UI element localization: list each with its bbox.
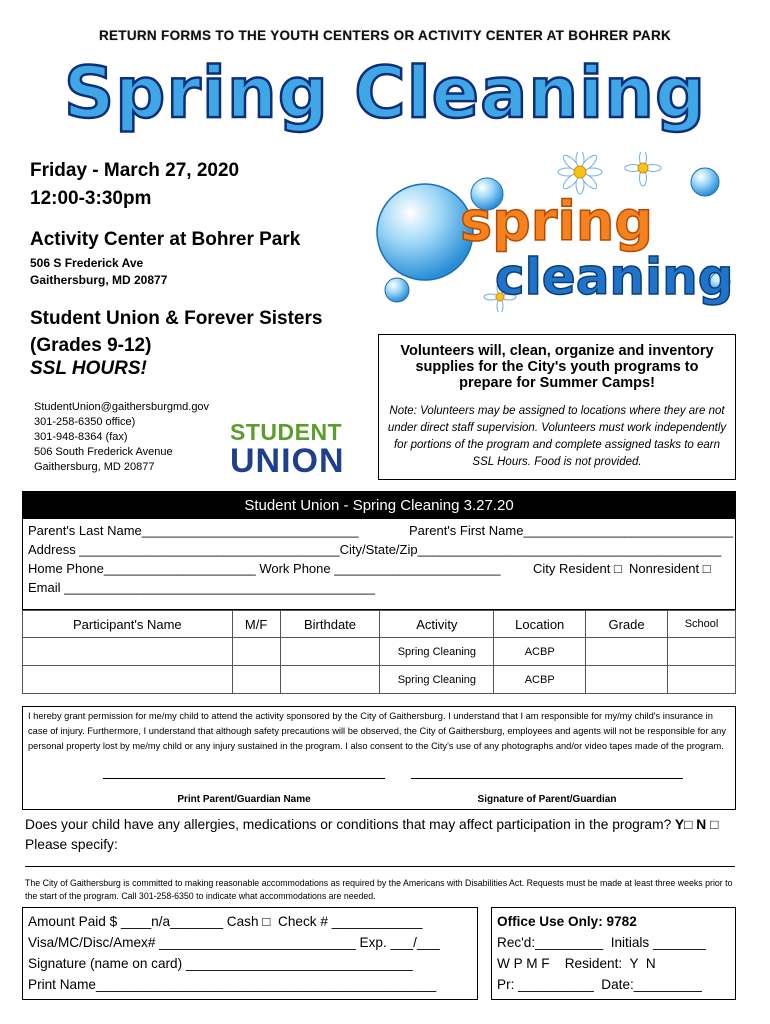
registration-form <box>22 491 736 610</box>
form-header: Student Union - Spring Cleaning 3.27.20 <box>23 492 735 519</box>
bubble-icon <box>691 168 719 196</box>
ssl-hours: SSL HOURS! <box>30 358 147 379</box>
location-cell: ACBP <box>494 666 586 694</box>
student-union-logo-top: STUDENT <box>230 419 343 445</box>
birthdate-cell[interactable] <box>280 666 380 694</box>
bubble-icon <box>385 278 409 302</box>
location-cell: ACBP <box>494 638 586 666</box>
group-grades: (Grades 9-12) <box>30 335 152 356</box>
spring-cleaning-logo <box>375 152 735 312</box>
venue-address-line2: Gaithersburg, MD 20877 <box>30 273 168 287</box>
student-union-logo-bottom: UNION <box>230 442 345 480</box>
contact-street: 506 South Frederick Avenue <box>34 446 173 458</box>
parent-first-name-field[interactable]: Parent's First Name_____________________________ <box>409 523 734 538</box>
gender-cell[interactable] <box>232 666 280 694</box>
venue-address <box>30 255 167 289</box>
office-use-box <box>491 907 736 1000</box>
table-header-row <box>23 611 736 638</box>
contact-info <box>34 400 209 475</box>
office-date-field[interactable]: Pr: __________ Date:_________ <box>497 977 702 992</box>
return-forms-banner: RETURN FORMS TO THE YOUTH CENTERS OR ACTIVITY CENTER AT BOHRER PARK <box>98 28 672 43</box>
contact-fax: 301-948-8364 (fax) <box>34 431 128 443</box>
parent-name-line[interactable] <box>103 778 385 779</box>
participant-name-cell[interactable] <box>23 638 233 666</box>
bubble-icon <box>377 184 473 280</box>
column-header: School <box>668 611 736 638</box>
allergy-question: Does your child have any allergies, medications or conditions that may affect participation in the program? <box>25 817 672 832</box>
allergy-yes-no-checkboxes[interactable]: Y□ N □ <box>671 817 719 832</box>
parent-signature-label: Signature of Parent/Guardian <box>477 794 617 805</box>
column-header: Participant's Name <box>23 611 233 638</box>
allergy-specify-line[interactable] <box>25 866 735 867</box>
ada-notice: The City of Gaithersburg is committed to making reasonable accommodations as required by the Americans with Disabilities Act. Requests must be made at least three weeks prior to the start of the program. Call 301-258-6350 to indicate what accommodations are needed. <box>25 878 733 901</box>
allergy-specify-label: Please specify: <box>25 837 118 852</box>
card-signature-field[interactable]: Signature (name on card) ______________________________ <box>28 956 413 971</box>
participant-name-cell[interactable] <box>23 666 233 694</box>
table-row <box>23 666 736 694</box>
contact-office-phone: 301-258-6350 office) <box>34 416 136 428</box>
office-received-field[interactable]: Rec'd:_________ Initials _______ <box>497 935 706 950</box>
grade-cell[interactable] <box>586 666 668 694</box>
group-name: Student Union & Forever Sisters <box>30 308 323 329</box>
amount-paid-field[interactable]: Amount Paid $ ____n/a_______ Cash □ Check # ____________ <box>28 914 423 929</box>
parent-name-label: Print Parent/Guardian Name <box>177 794 311 805</box>
consent-box <box>22 706 736 810</box>
participants-table <box>22 610 736 694</box>
event-venue: Activity Center at Bohrer Park <box>30 229 301 250</box>
grade-cell[interactable] <box>586 638 668 666</box>
contact-city: Gaithersburg, MD 20877 <box>34 461 155 473</box>
parent-signature-line[interactable] <box>411 778 683 779</box>
residency-checkboxes[interactable]: City Resident □ Nonresident □ <box>533 561 711 576</box>
email-field[interactable]: Email ___________________________________________ <box>28 580 376 595</box>
spring-cleaning-logo-graphic <box>375 152 735 312</box>
contact-email[interactable]: StudentUnion@gaithersburgmd.gov <box>34 401 210 413</box>
birthdate-cell[interactable] <box>280 638 380 666</box>
card-number-field[interactable]: Visa/MC/Disc/Amex# __________________________ Exp. ___/___ <box>28 935 440 950</box>
school-cell[interactable] <box>668 638 736 666</box>
school-cell[interactable] <box>668 666 736 694</box>
column-header: Grade <box>586 611 668 638</box>
column-header: Birthdate <box>280 611 380 638</box>
student-union-logo <box>230 420 354 478</box>
office-use-title: Office Use Only: 9782 <box>497 914 637 929</box>
daisy-icon <box>558 152 602 194</box>
phone-fields[interactable]: Home Phone_____________________ Work Phone _______________________ <box>28 561 501 576</box>
gender-cell[interactable] <box>232 638 280 666</box>
volunteer-note: Note: Volunteers may be assigned to locations where they are not under direct staff supervision. Volunteers must work independently for portions of the program and complete assigned tasks to earn SSL Hours. Food is not provided. <box>387 405 727 468</box>
column-header: Location <box>494 611 586 638</box>
table-row <box>23 638 736 666</box>
logo-word-spring: spring <box>460 190 654 253</box>
venue-address-line1: 506 S Frederick Ave <box>30 256 144 270</box>
column-header: M/F <box>232 611 280 638</box>
volunteer-description: Volunteers will, clean, organize and inventory supplies for the City's youth programs to prepare for Summer Camps! <box>400 343 714 391</box>
column-header: Activity <box>380 611 494 638</box>
page-title: Spring Cleaning <box>63 52 707 134</box>
event-date: Friday - March 27, 2020 <box>30 160 240 181</box>
group-info <box>30 305 322 359</box>
logo-word-cleaning: cleaning <box>495 248 734 306</box>
parent-last-name-field[interactable]: Parent's Last Name______________________________ <box>28 523 359 538</box>
volunteer-info-box <box>378 334 736 480</box>
office-resident-field[interactable]: W P M F Resident: Y N <box>497 956 656 971</box>
event-time: 12:00-3:30pm <box>30 188 152 209</box>
address-field[interactable]: Address ____________________________________City/State/Zip__________________________________________ <box>28 542 722 557</box>
activity-cell: Spring Cleaning <box>380 666 494 694</box>
payment-box <box>22 907 478 1000</box>
print-name-field[interactable]: Print Name_____________________________________________ <box>28 977 437 992</box>
consent-text: I hereby grant permission for me/my child to attend the activity sponsored by the City of Gaithersburg. I understand that I am responsible for my/my child's insurance in case of injury. Furthermore, I understand that although safety precautions will be observed, the City of Gaithersburg, employees and agents will not be responsible for any personal property lost by me/my child or any injury sustained in the program. I also consent to the City's use of any photographs and/or video tapes made of the program. <box>28 711 726 751</box>
allergy-section <box>25 815 718 855</box>
daisy-icon <box>625 152 661 186</box>
activity-cell: Spring Cleaning <box>380 638 494 666</box>
